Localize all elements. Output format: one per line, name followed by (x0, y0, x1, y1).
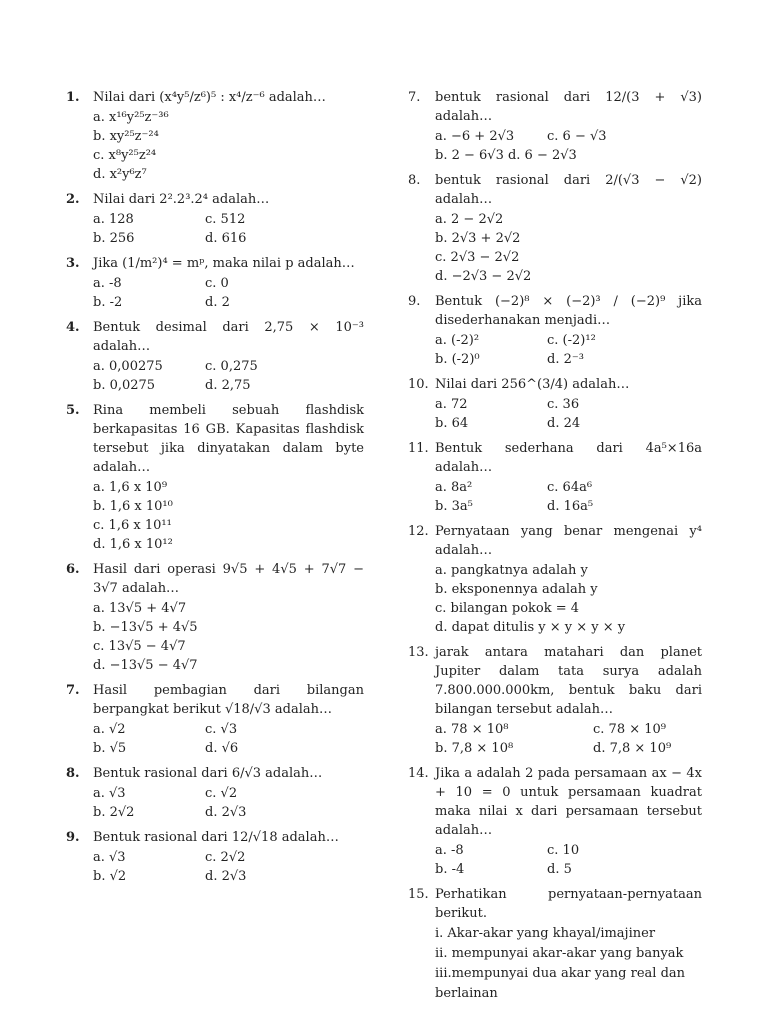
answer-option: d. 616 (205, 231, 247, 246)
answer-options (93, 210, 364, 248)
question-item (408, 439, 702, 522)
answer-option: c. √3 (205, 722, 238, 737)
answer-option: b. 256 (93, 231, 135, 246)
question-text: Bentuk (−2)⁸ × (−2)³ / (−2)⁹ jika disederhanakan menjadi… (435, 294, 702, 328)
answer-option: c. x⁸y²⁵z²⁴ (93, 148, 157, 163)
answer-option: d. 2⁻³ (547, 352, 584, 367)
answer-option: a. 128 (93, 212, 134, 227)
answer-options (435, 127, 702, 165)
answer-option: c. bilangan pokok = 4 (435, 601, 580, 616)
question-number: 10. (408, 377, 429, 392)
question-item (408, 885, 702, 1010)
question-text: bentuk rasional dari 12/(3 + √3) adalah… (435, 90, 702, 124)
question-item (408, 643, 702, 764)
question-text: jarak antara matahari dan planet Jupiter dalam tata surya adalah 7.800.000.000km, bentuk baku dari bilangan tersebut adalah… (435, 645, 702, 717)
answer-option: d. 16a⁵ (547, 499, 594, 514)
answer-option: d. 5 (547, 862, 572, 877)
answer-options (435, 331, 702, 369)
answer-options (435, 210, 702, 286)
question-text: Hasil dari operasi 9√5 + 4√5 + 7√7 − 3√7 adalah… (93, 562, 364, 596)
answer-option: d. 2√3 (205, 869, 247, 884)
answer-option: b. (-2)⁰ (435, 352, 480, 367)
question-item (408, 171, 702, 292)
answer-option: c. 2√2 (205, 850, 246, 865)
answer-option: d. 24 (547, 416, 581, 431)
question-number: 1. (66, 90, 80, 105)
answer-options (93, 720, 364, 758)
question-text: Hasil pembagian dari bilangan berpangkat berikut √18/√3 adalah… (93, 683, 364, 717)
question-item (408, 375, 702, 439)
answer-option: b. -4 (435, 862, 465, 877)
question-number: 5. (66, 403, 80, 418)
question-item (66, 254, 364, 318)
answer-option: d. 2,75 (205, 378, 251, 393)
answer-option: c. 2√3 − 2√2 (435, 250, 520, 265)
answer-option: c. 1,6 x 10¹¹ (93, 518, 172, 533)
question-number: 6. (66, 562, 80, 577)
left-column (66, 88, 364, 892)
answer-option: a. (-2)² (435, 333, 480, 348)
question-text: Nilai dari (x⁴y⁵/z⁶)⁵ : x⁴/z⁻⁶ adalah… (93, 90, 326, 105)
question-item (408, 522, 702, 643)
answer-option: d. √6 (205, 741, 239, 756)
answer-option: a. 0,00275 (93, 359, 163, 374)
answer-option: a. −6 + 2√3 (435, 129, 515, 144)
question-text: Nilai dari 256^(3/4) adalah… (435, 377, 630, 392)
question-text: Perhatikan pernyataan-pernyataan berikut. (435, 887, 702, 921)
answer-option: d. 1,6 x 10¹² (93, 537, 173, 552)
answer-options (435, 478, 702, 516)
answer-option: d. dapat ditulis y × y × y × y (435, 620, 626, 635)
question-text: Pernyataan yang benar mengenai y⁴ adalah… (435, 524, 702, 558)
answer-options (93, 599, 364, 675)
answer-option: c. 13√5 − 4√7 (93, 639, 186, 654)
answer-options (435, 395, 702, 433)
answer-option: b. -2 (93, 295, 123, 310)
answer-option: b. 0,0275 (93, 378, 156, 393)
answer-option: b. 3a⁵ (435, 499, 473, 514)
question-item (66, 681, 364, 764)
question-number: 8. (66, 766, 80, 781)
answer-option: b. 64 (435, 416, 469, 431)
statement-item: iii.mempunyai dua akar yang real dan berlainan (435, 966, 686, 1001)
answer-option: c. 78 × 10⁹ (593, 722, 666, 737)
question-item (66, 560, 364, 681)
answer-option: c. 10 (547, 843, 580, 858)
answer-option: b. −13√5 + 4√5 (93, 620, 198, 635)
question-number: 3. (66, 256, 80, 271)
question-number: 2. (66, 192, 80, 207)
answer-option: d. −13√5 − 4√7 (93, 658, 198, 673)
answer-option: c. 36 (547, 397, 580, 412)
answer-options (93, 108, 364, 184)
answer-option: a. 78 × 10⁸ (435, 722, 509, 737)
question-number: 9. (408, 294, 421, 309)
question-number: 15. (408, 887, 429, 902)
answer-options (93, 848, 364, 886)
question-text: Rina membeli sebuah flashdisk berkapasitas 16 GB. Kapasitas flashdisk tersebut jika dinyatakan dalam byte adalah… (93, 403, 364, 475)
answer-option (547, 146, 702, 165)
answer-option: b. 2√2 (93, 805, 135, 820)
answer-options (435, 561, 702, 637)
answer-option: b. √2 (93, 869, 127, 884)
question-text: Nilai dari 2².2³.2⁴ adalah… (93, 192, 270, 207)
answer-option: c. 6 − √3 (547, 129, 607, 144)
answer-option: a. -8 (93, 276, 122, 291)
question-text: Bentuk rasional dari 12/√18 adalah… (93, 830, 339, 845)
answer-option: a. pangkatnya adalah y (435, 563, 588, 578)
answer-option: c. 64a⁶ (547, 480, 593, 495)
answer-option: a. 72 (435, 397, 468, 412)
answer-option: a. -8 (435, 843, 464, 858)
question-item (408, 292, 702, 375)
question-text: bentuk rasional dari 2/(√3 − √2) adalah… (435, 173, 702, 207)
answer-options (435, 841, 702, 879)
question-number: 14. (408, 766, 429, 781)
answer-option: b. eksponennya adalah y (435, 582, 598, 597)
question-item (66, 88, 364, 190)
answer-option: b. 7,8 × 10⁸ (435, 741, 514, 756)
answer-option: a. √2 (93, 722, 126, 737)
answer-option: b. 2 − 6√3 d. 6 − 2√3 (435, 148, 577, 163)
question-text: Jika a adalah 2 pada persamaan ax − 4x + 10 = 0 untuk persamaan kuadrat maka nilai x dari persamaan tersebut adalah… (435, 766, 702, 838)
answer-option: b. √5 (93, 741, 127, 756)
answer-options (93, 784, 364, 822)
answer-option: c. 0,275 (205, 359, 258, 374)
answer-option: b. 2√3 + 2√2 (435, 231, 521, 246)
question-item (66, 190, 364, 254)
question-text: Bentuk rasional dari 6/√3 adalah… (93, 766, 323, 781)
answer-option: b. 1,6 x 10¹⁰ (93, 499, 173, 514)
answer-options (93, 357, 364, 395)
answer-option: a. √3 (93, 850, 126, 865)
question-text: Bentuk desimal dari 2,75 × 10⁻³ adalah… (93, 320, 364, 354)
answer-option: c. 0 (205, 276, 229, 291)
answer-options (93, 478, 364, 554)
answer-options (93, 274, 364, 312)
answer-option: d. x²y⁶z⁷ (93, 167, 147, 182)
question-number: 12. (408, 524, 429, 539)
question-text: Jika (1/m²)⁴ = mᵖ, maka nilai p adalah… (93, 256, 355, 271)
answer-option: c. √2 (205, 786, 238, 801)
answer-option: d. 2√3 (205, 805, 247, 820)
question-item (66, 764, 364, 828)
answer-option: d. −2√3 − 2√2 (435, 269, 532, 284)
answer-option: a. 2 − 2√2 (435, 212, 504, 227)
question-text: Bentuk sederhana dari 4a⁵×16a adalah… (435, 441, 702, 475)
statement-item: ii. mempunyai akar-akar yang banyak (435, 946, 684, 961)
answer-option: c. 512 (205, 212, 246, 227)
question-number: 4. (66, 320, 80, 335)
question-item (66, 318, 364, 401)
answer-options (435, 720, 702, 758)
question-number: 7. (408, 90, 421, 105)
question-number: 13. (408, 645, 429, 660)
question-number: 8. (408, 173, 421, 188)
answer-option: c. (-2)¹² (547, 333, 596, 348)
right-column (408, 88, 702, 1010)
answer-option: b. xy²⁵z⁻²⁴ (93, 129, 159, 144)
question-item (408, 88, 702, 171)
answer-option: a. x¹⁶y²⁵z⁻³⁶ (93, 110, 169, 125)
answer-option: a. 1,6 x 10⁹ (93, 480, 168, 495)
question-number: 9. (66, 830, 80, 845)
statement-item: i. Akar-akar yang khayal/imajiner (435, 926, 656, 941)
question-item (408, 764, 702, 885)
answer-option: a. 13√5 + 4√7 (93, 601, 187, 616)
answer-option: d. 2 (205, 295, 230, 310)
answer-option: a. √3 (93, 786, 126, 801)
answer-option: d. 7,8 × 10⁹ (593, 741, 672, 756)
question-number: 11. (408, 441, 429, 456)
question-item (66, 828, 364, 892)
question-item (66, 401, 364, 560)
answer-option: a. 8a² (435, 480, 473, 495)
question-number: 7. (66, 683, 80, 698)
